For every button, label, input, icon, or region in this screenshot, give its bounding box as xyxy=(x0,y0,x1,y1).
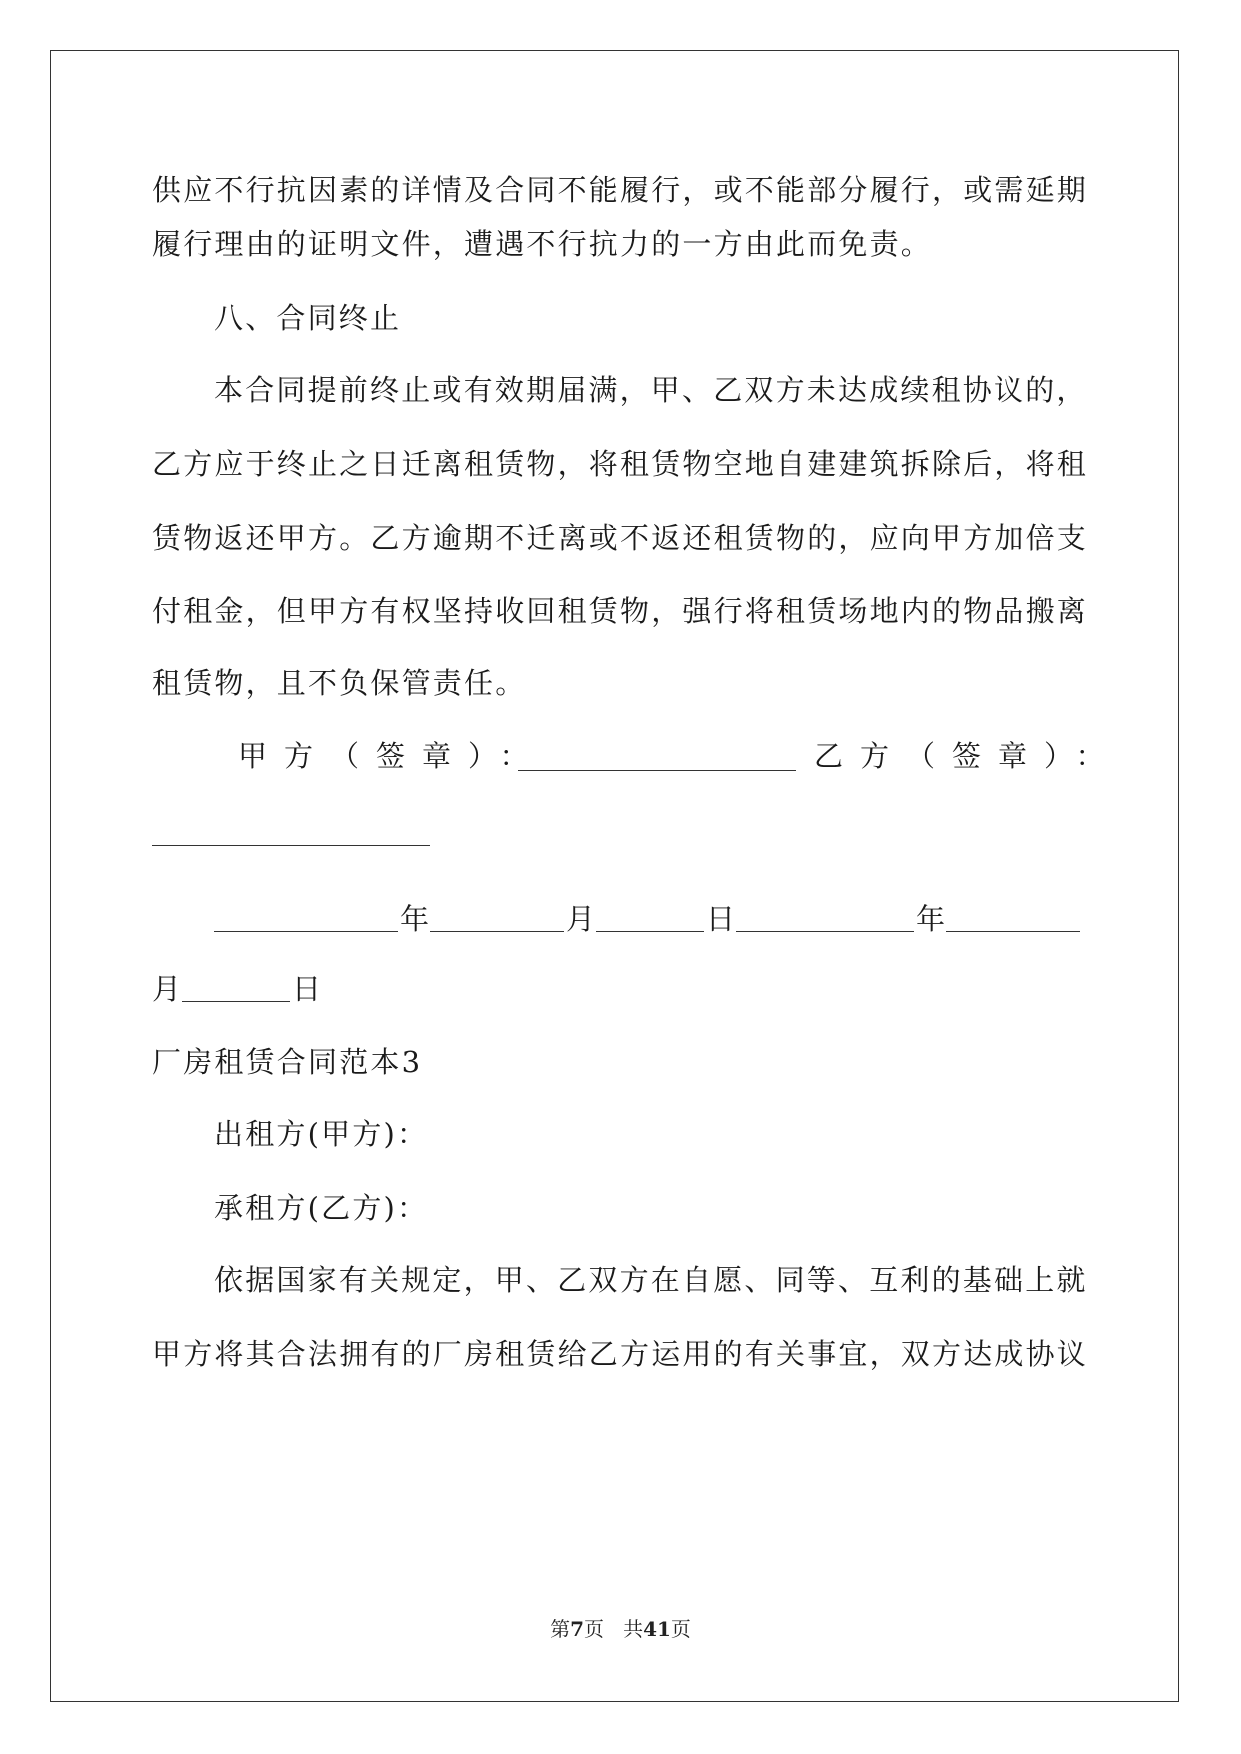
body-text-line: 本合同提前终止或有效期届满，甲、乙双方未达成续租协议的， xyxy=(214,373,1088,407)
party-b-signature-label: 乙方（签章）： xyxy=(814,739,1122,773)
body-text-line: 履行理由的证明文件，遭遇不行抗力的一方由此而免责。 xyxy=(152,227,933,261)
page-total: 41 xyxy=(643,1617,671,1641)
party-a-signature-blank xyxy=(518,770,796,771)
party-b-signature-blank xyxy=(152,845,430,846)
date-year-label: 年 xyxy=(400,902,430,936)
section-heading: 八、合同终止 xyxy=(214,301,402,335)
date-day-label: 日 xyxy=(292,972,322,1006)
date-month-blank xyxy=(946,931,1080,932)
page-number-prefix: 第 xyxy=(550,1617,571,1641)
lessee-label: 承租方(乙方)： xyxy=(214,1191,429,1225)
page-number-unit: 页 xyxy=(584,1617,604,1641)
page-total-unit: 页 xyxy=(670,1617,691,1641)
body-text-line: 付租金，但甲方有权坚持收回租赁物，强行将租赁场地内的物品搬离 xyxy=(152,594,1089,628)
body-text-line: 供应不行抗因素的详情及合同不能履行，或不能部分履行，或需延期 xyxy=(152,173,1089,207)
body-text-line: 甲方将其合法拥有的厂房租赁给乙方运用的有关事宜，双方达成协议 xyxy=(152,1337,1089,1371)
body-text-line: 租赁物，且不负保管责任。 xyxy=(152,666,527,700)
page-footer xyxy=(0,1616,1241,1642)
date-month-blank xyxy=(430,931,564,932)
date-day-blank xyxy=(596,931,704,932)
contract-title: 厂房租赁合同范本3 xyxy=(152,1045,423,1079)
date-month-label: 月 xyxy=(152,972,182,1006)
date-year-blank xyxy=(736,931,914,932)
date-year-blank xyxy=(214,931,398,932)
body-text-line: 赁物返还甲方。乙方逾期不迁离或不返还租赁物的，应向甲方加倍支 xyxy=(152,521,1089,555)
date-year-label: 年 xyxy=(916,902,946,936)
party-a-signature-label: 甲方（签章）： xyxy=(238,739,546,773)
date-day-label: 日 xyxy=(706,902,736,936)
date-day-blank xyxy=(182,1001,290,1002)
body-text-line: 乙方应于终止之日迁离租赁物，将租赁物空地自建建筑拆除后，将租 xyxy=(152,447,1089,481)
lessor-label: 出租方(甲方)： xyxy=(214,1117,429,1151)
page-number: 7 xyxy=(570,1617,584,1641)
page-total-prefix: 共 xyxy=(623,1617,644,1641)
date-month-label: 月 xyxy=(566,902,596,936)
body-text-line: 依据国家有关规定，甲、乙双方在自愿、同等、互利的基础上就 xyxy=(214,1263,1088,1297)
